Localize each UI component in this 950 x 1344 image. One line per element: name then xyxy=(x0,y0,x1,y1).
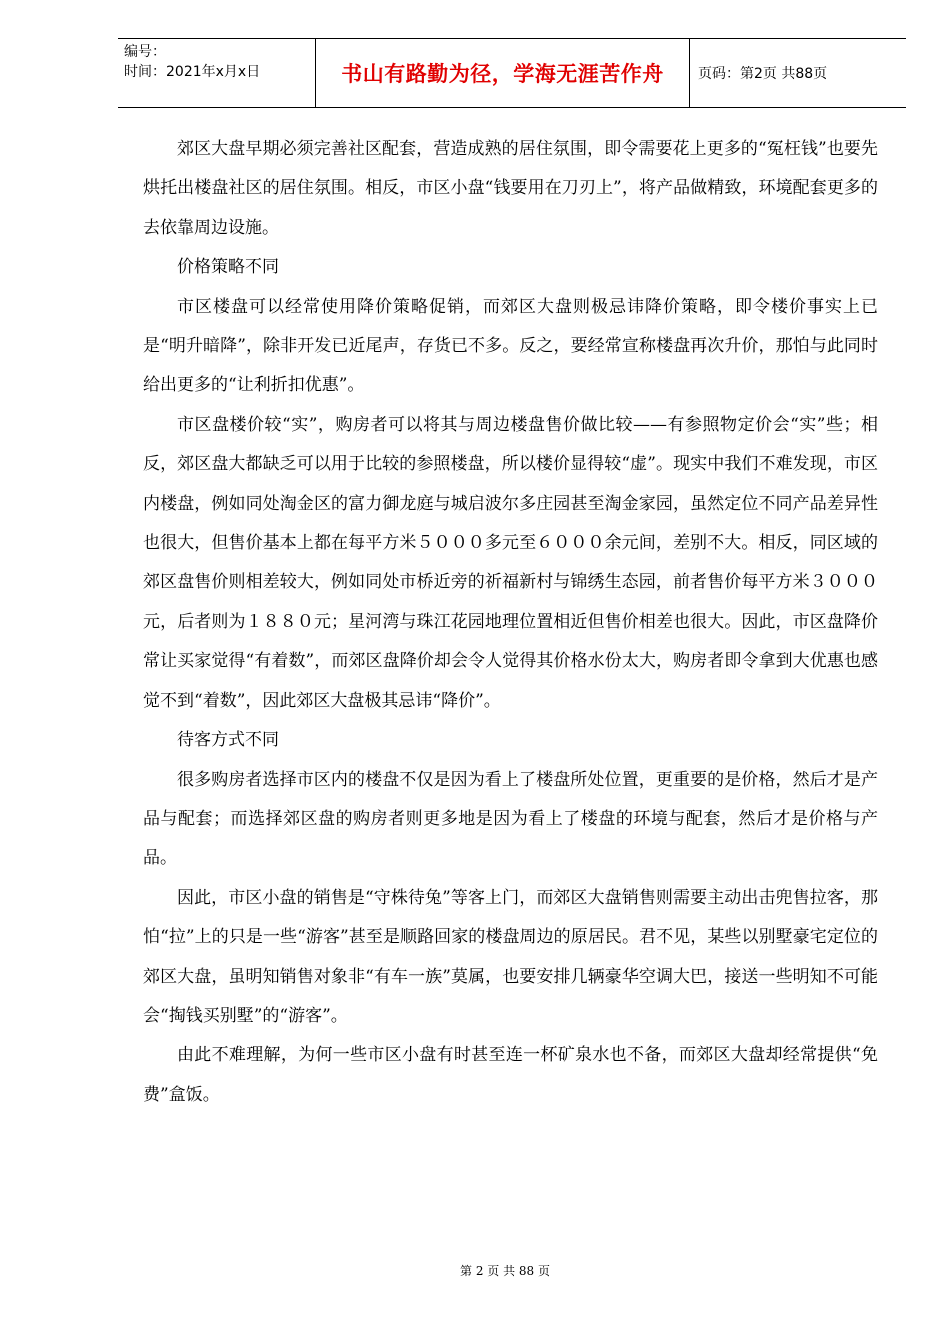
paragraph: 很多购房者选择市区内的楼盘不仅是因为看上了楼盘所处位置，更重要的是价格，然后才是产品与配套；而选择郊区盘的购房者则更多地是因为看上了楼盘的环境与配套，然后才是价格与产品。 xyxy=(143,769,878,869)
document-code-label: 编号： xyxy=(124,44,166,60)
header-meta xyxy=(118,39,315,107)
paragraph: 因此，市区小盘的销售是“守株待兔”等客上门，而郊区大盘销售则需要主动出击兜售拉客，那怕“拉”上的只是一些“游客”甚至是顺路回家的楼盘周边的原居民。君不见，某些以别墅豪宅定位的郊区大盘，虽明知销售对象非“有车一族”莫属，也要安排几辆豪华空调大巴，接送一些明知不可能会“掏钱买别墅”的“游客”。 xyxy=(143,887,878,1026)
paragraph: 市区楼盘可以经常使用降价策略促销，而郊区大盘则极忌讳降价策略，即令楼价事实上已是“明升暗降”，除非开发已近尾声，存货已不多。反之，要经常宣称楼盘再次升价，那怕与此同时给出更多的“让利折扣优惠”。 xyxy=(143,296,878,396)
document-date: 时间：2021年x月x日 xyxy=(124,64,261,80)
paragraph: 郊区大盘早期必须完善社区配套，营造成熟的居住氛围，即令需要花上更多的“冤枉钱”也要先烘托出楼盘社区的居住氛围。相反，市区小盘“钱要用在刀刃上”，将产品做精致，环境配套更多的去依靠周边设施。 xyxy=(143,139,878,238)
section-heading-price-strategy: 价格策略不同 xyxy=(177,257,279,278)
paragraph: 市区盘楼价较“实”，购房者可以将其与周边楼盘售价做比较——有参照物定价会“实”些；相反，郊区盘大都缺乏可以用于比较的参照楼盘，所以楼价显得较“虚”。现实中我们不难发现，市区内楼盘，例如同处淘金区的富力御龙庭与城启波尔多庄园甚至淘金家园，虽然定位不同产品差异性也很大，但售价基本上都在每平方米５０００多元至６０００余元间，差别不大。相反，同区域的郊区盘售价则相差较大，例如同处市桥近旁的祈福新村与锦绣生态园，前者售价每平方米３０００元，后者则为１８８０元；星河湾与珠江花园地理位置相近但售价相差也很大。因此，市区盘降价常让买家觉得“有着数”，而郊区盘降价却会令人觉得其价格水份太大，购房者即令拿到大优惠也感觉不到“着数”，因此郊区大盘极其忌讳“降价”。 xyxy=(143,414,878,711)
header-page-info: 页码：第2页 共88页 xyxy=(698,66,828,82)
document-body xyxy=(143,130,878,1115)
header-motto: 书山有路勤为径，学海无涯苦作舟 xyxy=(315,39,690,107)
section-heading-customer-service: 待客方式不同 xyxy=(177,730,279,751)
page-footer: 第 2 页 共 88 页 xyxy=(460,1264,550,1278)
page-header xyxy=(118,38,906,108)
paragraph: 由此不难理解，为何一些市区小盘有时甚至连一杯矿泉水也不备，而郊区大盘却经常提供“免费”盒饭。 xyxy=(143,1045,878,1105)
